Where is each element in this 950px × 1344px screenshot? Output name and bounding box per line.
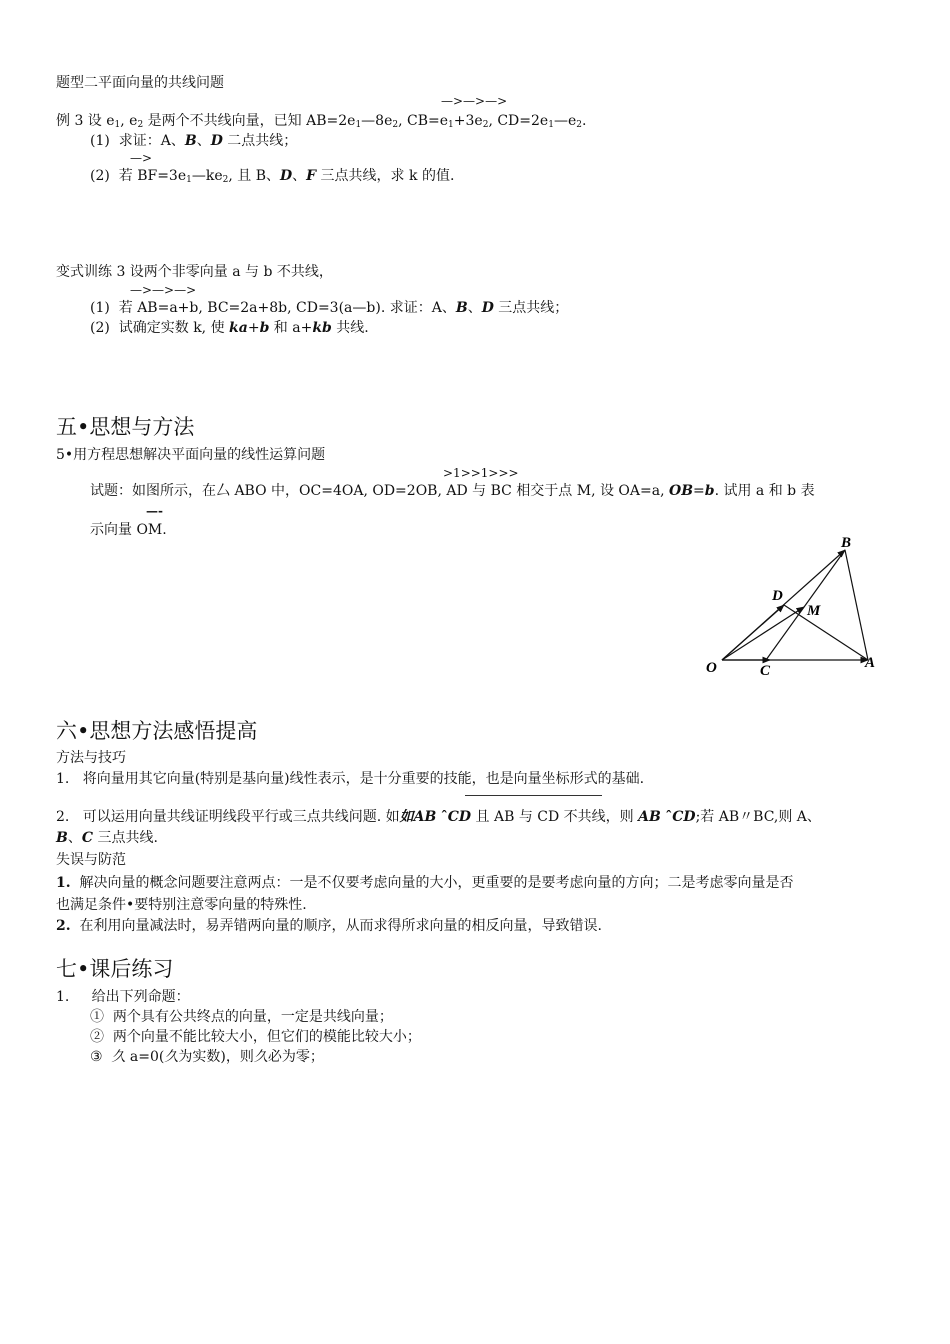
label-M: M (807, 603, 821, 619)
side-AB-line (845, 550, 868, 660)
example-3-statement: 例 3 设 $e_1$, $e_2$ 是两个不共线向量，已知 $AB=2e_1—8e_2$, $CB=e_1+3e_2$, $CD=2e_1—e_2$. (56, 113, 587, 130)
vector-OD-line (722, 605, 784, 660)
methods-subheading: 方法与技巧 (56, 750, 126, 766)
practice-3-part-2: (2) 试确定实数 k, 使 ka+b 和 a+kb 共线. (90, 320, 369, 336)
example-3-part-1: (1) 求证：A、B、D 二点共线； (90, 133, 298, 149)
vector-arrow-marks: —>—>—> (441, 94, 508, 108)
practice-3-heading: 变式训练 3 设两个非零向量 a 与 b 不共线， (56, 264, 333, 280)
exercise-1: 1. 给出下列命题： (56, 989, 190, 1005)
label-D: D (772, 588, 783, 604)
method-item-2-continued: B、C 三点共线. (56, 830, 158, 846)
label-C: C (760, 663, 771, 679)
label-B: B (841, 535, 852, 551)
divider-line (465, 795, 602, 796)
pitfalls-subheading: 失误与防范 (56, 852, 126, 868)
exercise-option-1: ① 两个具有公共终点的向量，一定是共线向量； (90, 1009, 393, 1025)
vector-marks: >1>>1>>> (443, 466, 519, 480)
problem-statement: 试题：如图所示，在厶 ABO 中，OC=4OA, OD=2OB, AD 与 BC 相交于点 M, 设 OA=a, OB=b. 试用 a 和 b 表 (90, 483, 815, 499)
segment-AD-line (784, 605, 868, 660)
triangle-figure (700, 530, 900, 680)
section-5-subheading: 5•用方程思想解决平面向量的线性运算问题 (56, 447, 326, 463)
exercise-option-2: ② 两个向量不能比较大小，但它们的模能比较大小； (90, 1029, 421, 1045)
problem-statement-continued: 示向量 OM. (90, 522, 167, 538)
practice-3-part-1: (1) 若 AB=a+b, BC=2a+8b, CD=3(a—b). 求证：A、B、D 三点共线； (90, 300, 569, 316)
exercise-option-3: ③ 久 a=0(久为实数)，则久必为零； (90, 1049, 324, 1065)
vector-arrow-mark: —> (130, 151, 153, 165)
label-A: A (865, 655, 876, 671)
method-item-2: 2. 可以运用向量共线证明线段平行或三点共线问题. 如如AB ˆCD 且 AB 与 CD 不共线，则 AB ˆCD;若 AB〃BC,则 A、 (56, 809, 821, 825)
method-item-1: 1. 将向量用其它向量(特别是基向量)线性表示，是十分重要的技能，也是向量坐标形式的基础. (56, 771, 645, 787)
pitfall-item-1-continued: 也满足条件•要特别注意零向量的特殊性. (56, 897, 307, 913)
example-3-part-2: (2) 若 $BF=3e_1—ke_2$, 且 B、D、F 三点共线，求 k 的值. (90, 168, 455, 185)
section-heading-collinear: 题型二平面向量的共线问题 (56, 75, 224, 91)
section-5-heading: 五•思想与方法 (56, 415, 195, 439)
section-6-heading: 六•思想方法感悟提高 (56, 719, 258, 743)
section-7-heading: 七•课后练习 (56, 957, 174, 981)
pitfall-item-1: 1. 解决向量的概念问题要注意两点：一是不仅要考虑向量的大小，更重要的是要考虑向量的方向；二是考虑零向量是否 (56, 875, 794, 891)
pitfall-item-2: 2. 在利用向量减法时，易弄错两向量的顺序，从而求得所求向量的相反向量，导致错误. (56, 918, 602, 934)
vector-arrow-marks: —>—>—> (130, 283, 197, 297)
label-O: O (706, 660, 717, 676)
vector-OM-line (722, 607, 804, 660)
segment-BC-line (766, 550, 845, 660)
vector-mark: —- (146, 504, 163, 518)
